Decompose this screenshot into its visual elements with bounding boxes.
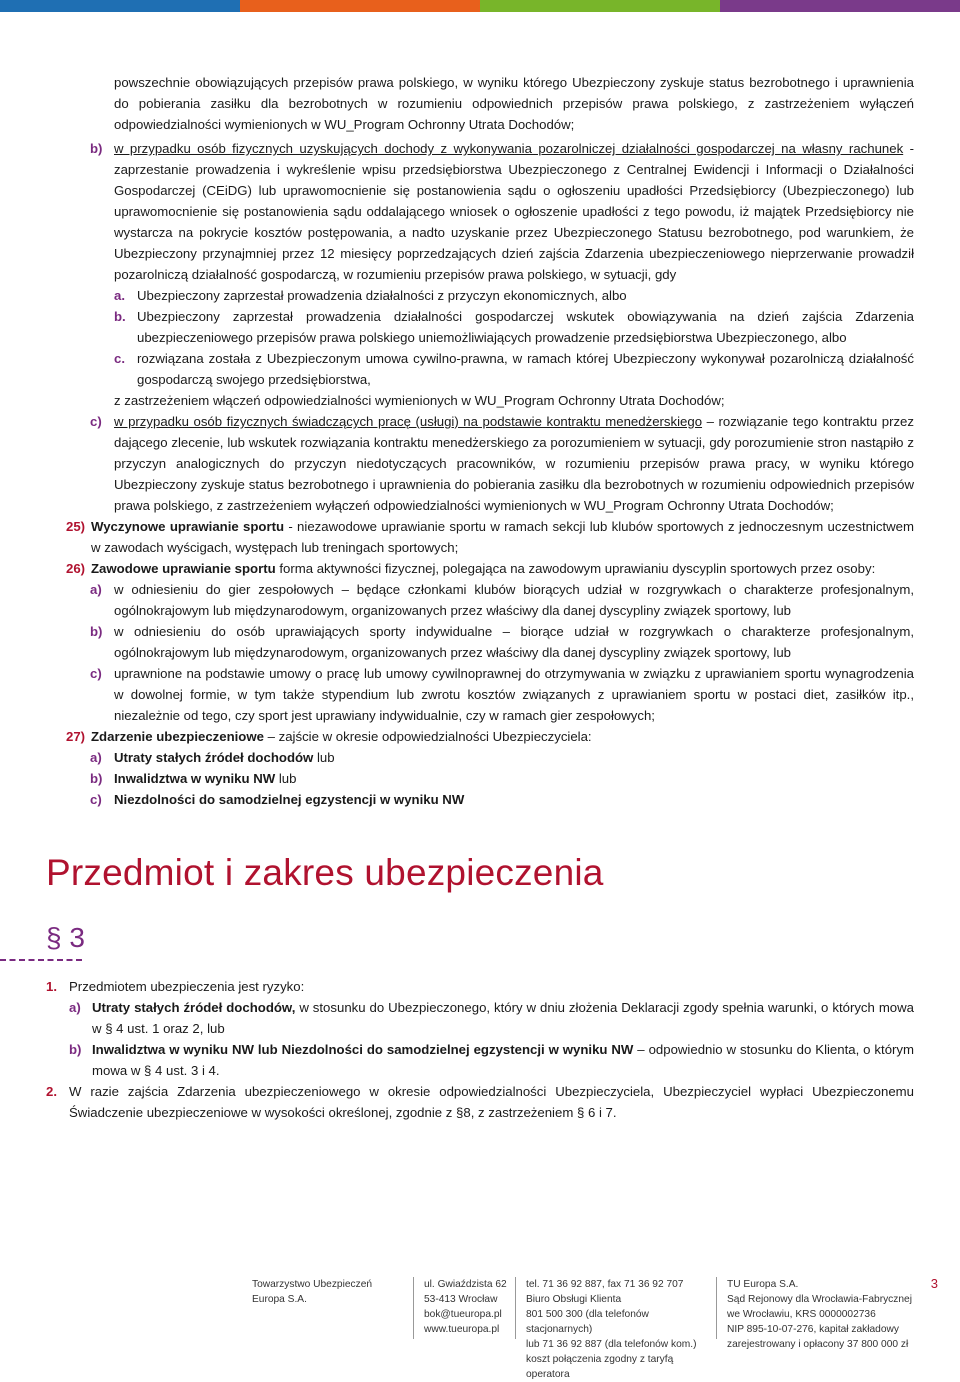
def-26-term: Zawodowe uprawianie sportu: [91, 561, 276, 576]
s3-item-2: W razie zajścia Zdarzenia ubezpieczeniowego w okresie odpowiedzialności Ubezpieczyciela, Ubezpieczyciel wypłaci Ubezpieczonemu Świadczenie ubezpieczeniowe w wysokości określonej, zgodnie z §8, z zastrzeżeniem § 6 i 7.: [69, 1084, 914, 1120]
def-27a-bold: Utraty stałych źródeł dochodów: [114, 750, 314, 765]
def-27-term: Zdarzenie ubezpieczeniowe: [91, 729, 264, 744]
page-number: 3: [930, 1276, 938, 1291]
footer-line: NIP 895-10-07-276, kapitał zakładowy: [727, 1324, 899, 1335]
def-27c-label: c): [90, 792, 102, 807]
bar-segment-blue: [0, 0, 240, 12]
footer-line: 53-413 Wrocław: [424, 1294, 498, 1305]
section-divider: [0, 959, 82, 961]
bar-segment-purple: [720, 0, 960, 12]
def-27: [91, 726, 914, 747]
item-b-text: - zaprzestanie prowadzenia i wykreślenie wpisu przedsiębiorstwa Ubezpieczonego z Centralnej Ewidencji i Informacji o Działalności Gospodarczej (CEiDG) lub uprawomocnienie się postanowienia sądu o ogłoszeniu upadłości Przedsiębiorcy (Ubezpieczonego) lub uprawomocnienie się postanowienia sądu oddalającego wniosek o ogłoszenie upadłości z tego powodu, iż majątek Przedsiębiorcy nie wystarcza na pokrycie kosztów postępowania, a nadto uzyskanie przez Ubezpieczonego Statusu bezrobotnego, pod warunkiem, że Ubezpieczony przynajmniej przez 12 miesięcy poprzedzających dzień zajścia Zdarzenia ubezpieczeniowego nieprzerwanie prowadził pozarolniczą działalność gospodarczą, w rozumieniu przepisów prawa polskiego, w sytuacji, gdy: [114, 141, 914, 282]
footer-separator: [413, 1277, 414, 1339]
def-27b-bold: Inwalidztwa w wyniku NW: [114, 771, 276, 786]
footer-email[interactable]: bok@tueuropa.pl: [424, 1309, 502, 1320]
footer-line: ul. Gwiaździsta 62: [424, 1279, 507, 1290]
section-number: § 3: [46, 922, 85, 953]
item-bb-label: b.: [114, 309, 126, 324]
footer-line: 801 500 300 (dla telefonów stacjonarnych): [526, 1309, 649, 1335]
def-27b: [114, 768, 914, 789]
def-27b-rest: lub: [275, 771, 297, 786]
footer-address: [424, 1277, 514, 1337]
s3-item-1b-rest: – odpowiednio w stosunku do Klienta, o którym mowa w § 4 ust. 3 i 4.: [92, 1042, 914, 1078]
footer-separator: [716, 1277, 717, 1339]
footer-website[interactable]: www.tueuropa.pl: [424, 1324, 500, 1335]
footer-line: Europa S.A.: [252, 1294, 307, 1305]
top-color-bar: [0, 0, 960, 12]
s3-item-1: Przedmiotem ubezpieczenia jest ryzyko:: [69, 979, 305, 994]
item-c-lead: w przypadku osób fizycznych świadczących pracę (usługi) na podstawie kontraktu menedżerskiego: [114, 414, 703, 429]
def-26a: w odniesieniu do gier zespołowych – będące członkami klubów biorących udział w rozgrywkach o charakterze profesjonalnym, ogólnokrajowym lub międzynarodowym, organizowanych przez właściwy dla danej dyscypliny związek sportowy, lub: [114, 582, 914, 618]
item-c-text: – rozwiązanie tego kontraktu przez dającego zlecenie, lub wskutek rozwiązania kontraktu menedżerskiego za porozumieniem w sytuacji, gdy porozumienie stron nastąpiło z przyczyn analogicznych do przyczyn niedotyczących pracowników, w rozumieniu przepisów prawa pracy, w wyniku którego Ubezpieczony zyskuje status bezrobotnego i uprawnienia do pobierania zasiłku dla bezrobotnych w rozumieniu odpowiednich przepisów prawa polskiego, z zastrzeżeniem wyłączeń odpowiedzialności wymienionych w WU_Program Ochronny Utrata Dochodów;: [114, 414, 914, 513]
item-bc-label: c.: [114, 351, 125, 366]
footer-line: we Wrocławiu, KRS 0000002736: [727, 1309, 876, 1320]
section-title: Przedmiot i zakres ubezpieczenia: [46, 852, 604, 893]
def-27c-bold: Niezdolności do samodzielnej egzystencji w wyniku NW: [114, 792, 465, 807]
def-27a-label: a): [90, 750, 102, 765]
footer-company: [252, 1277, 402, 1307]
def-26-label: 26): [66, 561, 86, 576]
footer-line: Biuro Obsługi Klienta: [526, 1294, 622, 1305]
def-27-text: – zajście w okresie odpowiedzialności Ubezpieczyciela:: [263, 729, 592, 744]
s3-item-1b: [92, 1039, 914, 1081]
s3-item-1-label: 1.: [46, 979, 57, 994]
def-25-text: - niezawodowe uprawianie sportu w ramach sekcji lub klubów sportowych z jednoczesnym uczestnictwem w zawodach wyścigach, występach lub treningach sportowych;: [91, 519, 914, 555]
def-27a-rest: lub: [313, 750, 335, 765]
s3-item-2-label: 2.: [46, 1084, 57, 1099]
bar-segment-orange: [240, 0, 480, 12]
footer-registry: [727, 1277, 917, 1352]
def-27b-label: b): [90, 771, 103, 786]
footer-contact: [526, 1277, 706, 1382]
item-b-lead: w przypadku osób fizycznych uzyskujących dochody z wykonywania pozarolniczej działalności gospodarczej na własny rachunek: [114, 141, 904, 156]
footer-line: Sąd Rejonowy dla Wrocławia-Fabrycznej: [727, 1294, 912, 1305]
def-27-label: 27): [66, 729, 86, 744]
def-27a: [114, 747, 914, 768]
s3-item-1a-rest: w stosunku do Ubezpieczonego, który w dniu złożenia Deklaracji zgody spełnia warunki, o których mowa w § 4 ust. 1 oraz 2, lub: [92, 1000, 914, 1036]
footer-line: zarejestrowany i opłacony 37 800 000 zł: [727, 1339, 909, 1350]
s3-item-1b-label: b): [69, 1042, 82, 1057]
def-26-text: forma aktywności fizycznej, polegająca na zawodowym uprawianiu dyscyplin sportowych przez osoby:: [275, 561, 876, 576]
item-bc: rozwiązana została z Ubezpieczonym umowa cywilno-prawna, w ramach której Ubezpieczony wykonywał pozarolniczą działalność gospodarczą swojego przedsiębiorstwa,: [137, 351, 914, 387]
s3-item-1a: [92, 997, 914, 1039]
s3-item-1a-label: a): [69, 1000, 81, 1015]
item-ba-label: a.: [114, 288, 125, 303]
footer-separator: [515, 1277, 516, 1339]
item-bb: Ubezpieczony zaprzestał prowadzenia działalności gospodarczej wskutek obowiązywania na dzień zajścia Zdarzenia ubezpieczeniowego przepisów prawa polskiego uniemożliwiających prowadzenie przedsiębiorstwa Ubezpieczonego, albo: [137, 309, 914, 345]
def-26a-label: a): [90, 582, 102, 597]
def-27c: [114, 789, 914, 810]
item-b-tail: z zastrzeżeniem włączeń odpowiedzialności wymienionych w WU_Program Ochronny Utrata Dochodów;: [114, 393, 725, 408]
def-25-term: Wyczynowe uprawianie sportu: [91, 519, 285, 534]
item-c-label: c): [90, 414, 102, 429]
def-26b: w odniesieniu do osób uprawiających sporty indywidualne – biorące udział w rozgrywkach o charakterze profesjonalnym, ogólnokrajowym lub międzynarodowym, organizowanych przez właściwy dla danej dyscypliny związek sportowy, lub: [114, 624, 914, 660]
def-26: [91, 558, 914, 579]
item-ba: Ubezpieczony zaprzestał prowadzenia działalności z przyczyn ekonomicznych, albo: [137, 288, 627, 303]
footer-line: TU Europa S.A.: [727, 1279, 799, 1290]
s3-item-1a-bold: Utraty stałych źródeł dochodów,: [92, 1000, 296, 1015]
paragraph-continuation: powszechnie obowiązujących przepisów prawa polskiego, w wyniku którego Ubezpieczony zyskuje status bezrobotnego i uprawnienia do pobierania zasiłku dla bezrobotnych w rozumieniu odpowiednich przepisów prawa polskiego, z zastrzeżeniem wyłączeń odpowiedzialności wymienionych w WU_Program Ochronny Utrata Dochodów;: [114, 75, 914, 132]
footer-line: Towarzystwo Ubezpieczeń: [252, 1279, 373, 1290]
footer-line: koszt połączenia zgodny z taryfą operatora: [526, 1354, 674, 1380]
footer-line: lub 71 36 92 887 (dla telefonów kom.): [526, 1339, 697, 1350]
def-26c: uprawnione na podstawie umowy o pracę lub umowy cywilnoprawnej do otrzymywania w związku z uprawianiem sportu wynagrodzenia w dowolnej formie, w tym także stypendium lub zwrotu kosztów związanych z uprawianiem sportu w postaci diet, zasiłków itp., niezależnie od tego, czy sport jest uprawiany indywidualnie, czy w ramach gier zespołowych;: [114, 666, 914, 723]
def-26c-label: c): [90, 666, 102, 681]
item-c: [114, 411, 914, 516]
item-b: [114, 138, 914, 285]
def-25-label: 25): [66, 519, 86, 534]
item-b-label: b): [90, 141, 103, 156]
def-26b-label: b): [90, 624, 103, 639]
footer-line: tel. 71 36 92 887, fax 71 36 92 707: [526, 1279, 684, 1290]
def-25: [91, 516, 914, 558]
s3-item-1b-bold: Inwalidztwa w wyniku NW lub Niezdolności do samodzielnej egzystencji w wyniku NW: [92, 1042, 634, 1057]
bar-segment-green: [480, 0, 720, 12]
